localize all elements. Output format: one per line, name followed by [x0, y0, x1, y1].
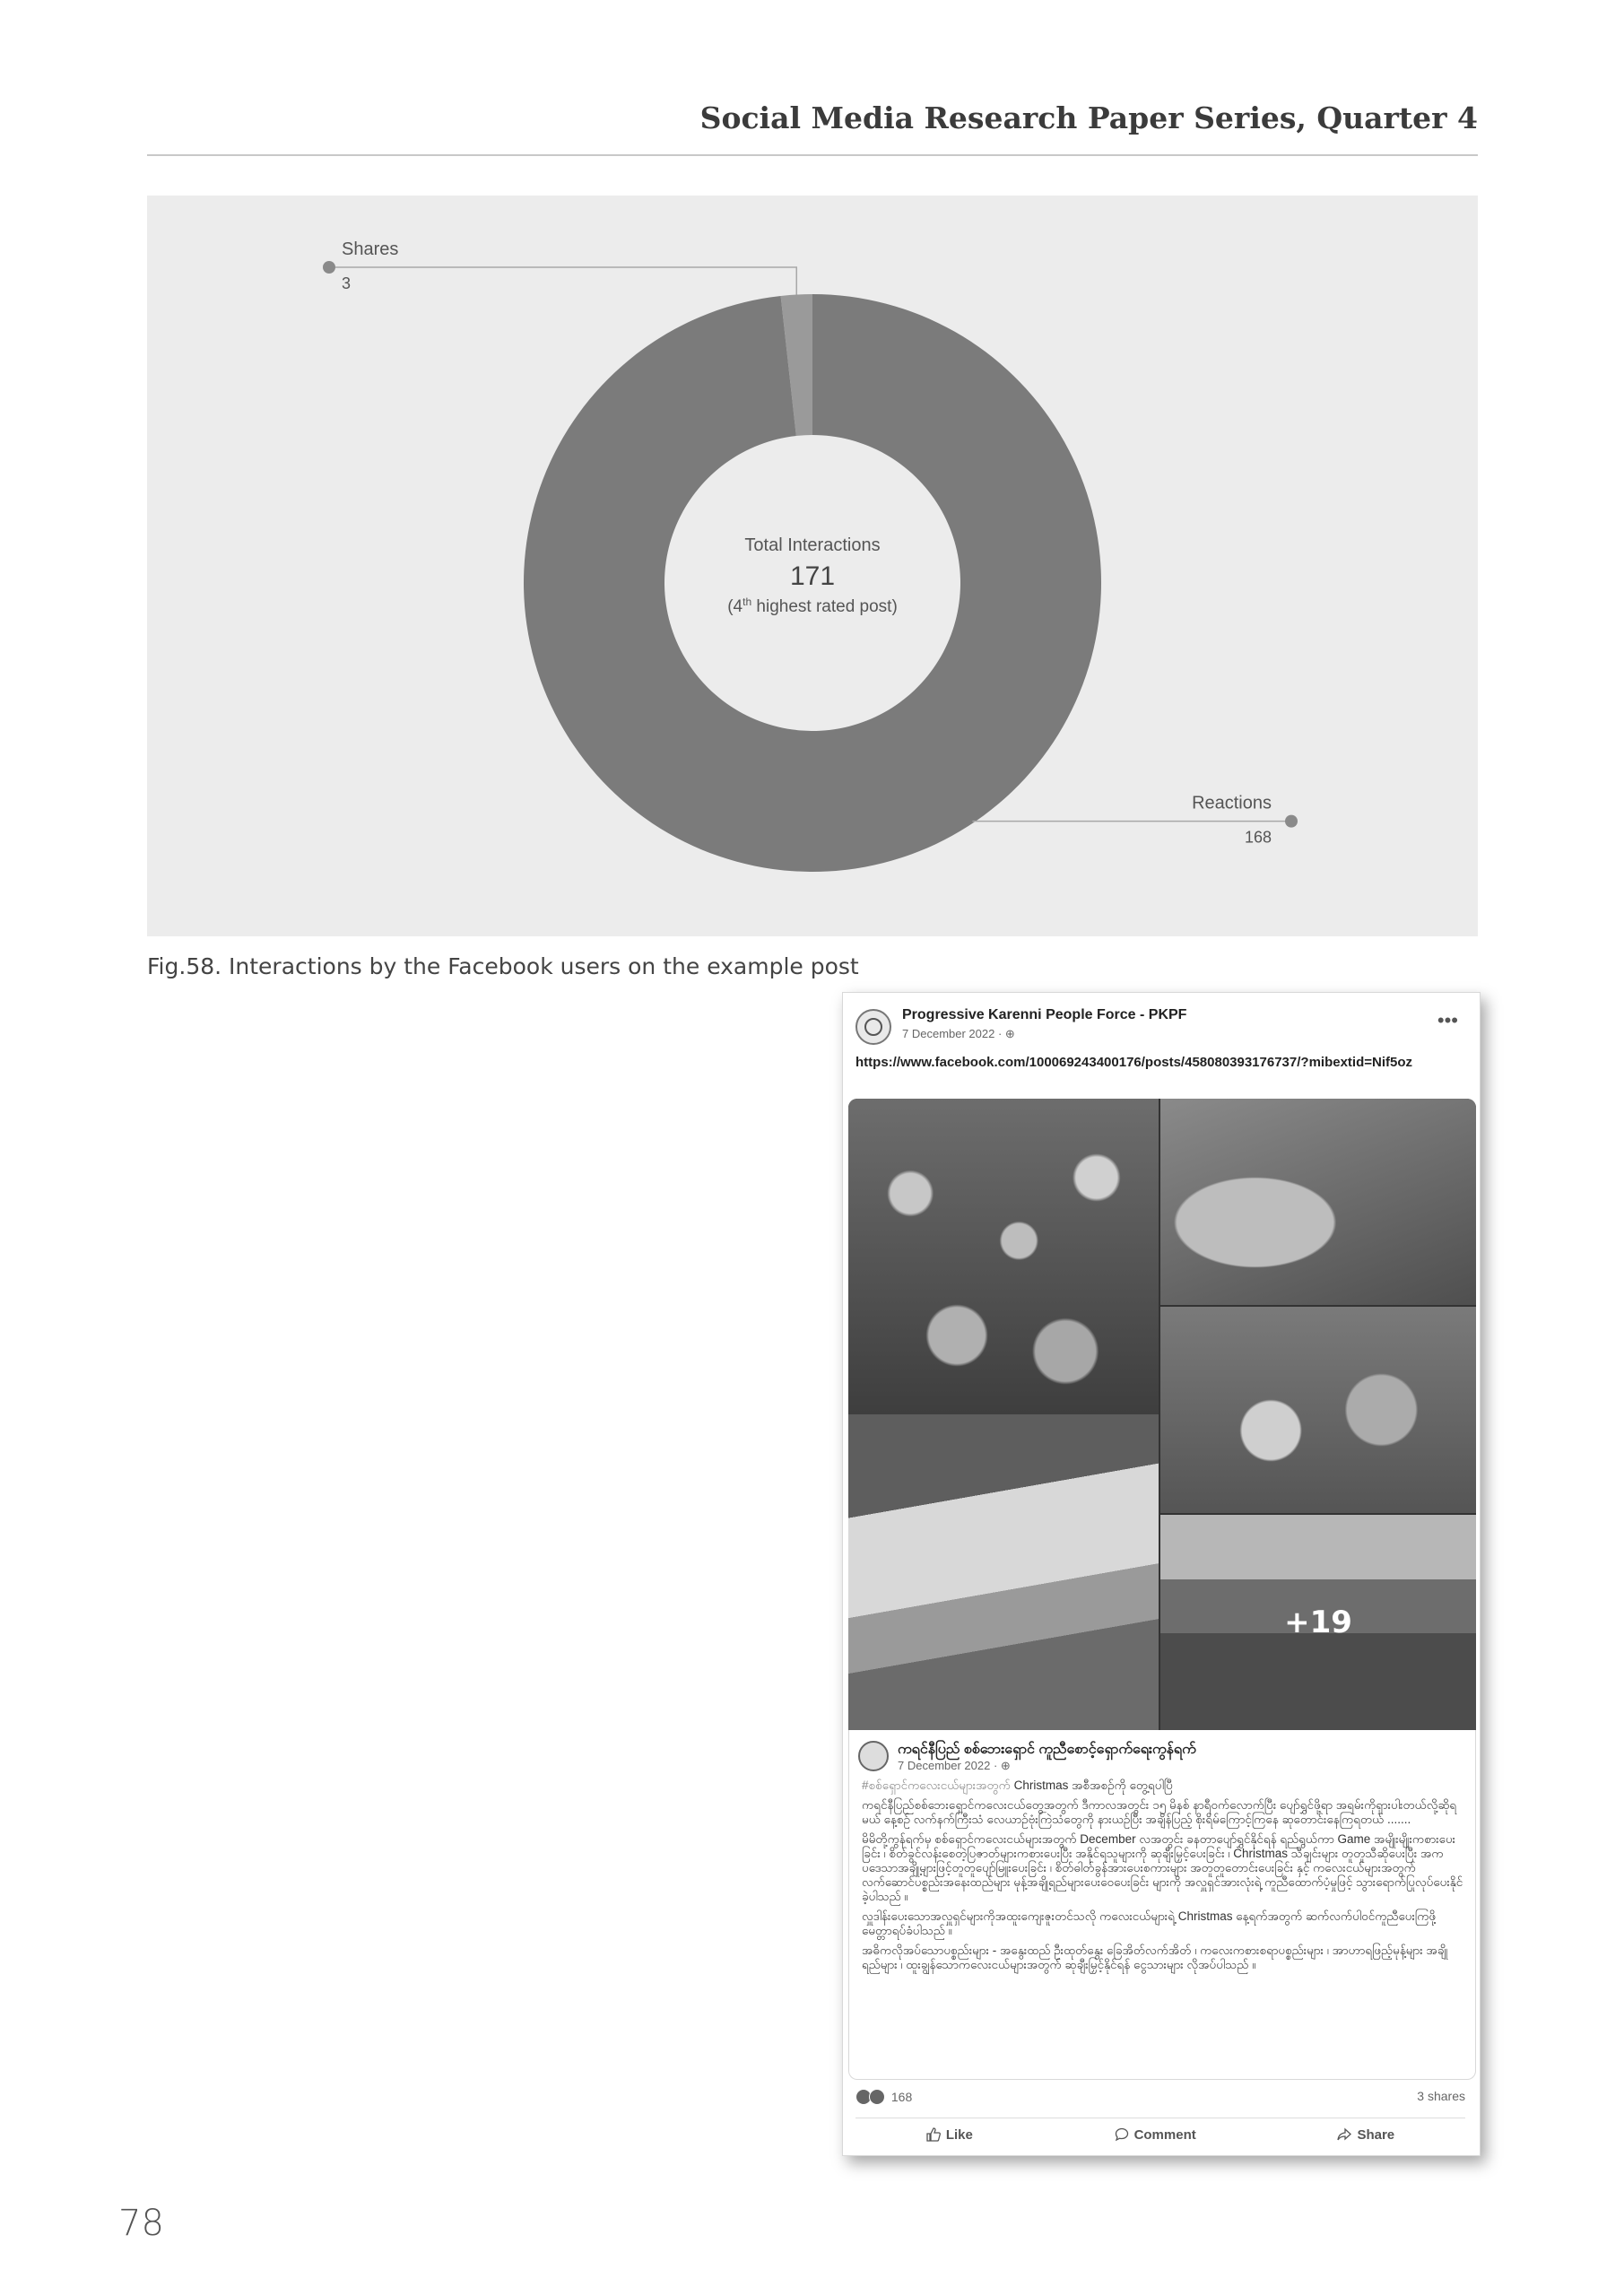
shared-post-body [862, 1779, 1464, 1978]
shared-date-text: 7 December 2022 · [898, 1759, 1001, 1772]
post-link: https://www.facebook.com/100069243400176/posts/458080393176737/?mibextid=Nif5oz [855, 1055, 1413, 1070]
comment-icon [1115, 2127, 1129, 2142]
callout-label-shares: Shares [342, 239, 399, 259]
page-avatar [855, 1009, 891, 1045]
like-label: Like [945, 2126, 973, 2143]
share-label: Share [1357, 2126, 1395, 2143]
post-date [902, 1027, 1015, 1041]
post-stats [855, 2089, 1465, 2110]
chart-panel [147, 196, 1478, 936]
shared-post [848, 1730, 1476, 2080]
callout-dot-shares [323, 261, 335, 274]
comment-label: Comment [1133, 2126, 1196, 2143]
shared-avatar [858, 1741, 889, 1771]
more-options-icon: ••• [1437, 1009, 1458, 1031]
page-number: 78 [118, 2203, 164, 2244]
shared-body-3: မိမိတို့ကွန်ရက်မှ စစ်ရှောင်ကလေးငယ်များအတွက် December လအတွင်း ခနတာပျော်ရွှင်နိုင်ရန် ရည်ရွယ်ကာ Game အမျိုးမျိုးကစားပေးခြင်း ၊ စိတ်ခွင်လန်းစေတဲ့ပြဇာတ်များကစားပေးပြီး အနိုင်ရသူများကို ဆုချီးမြှင့်ပေးခြင်း ၊ Christmas သီချင်းများ တူတူသီဆိုပေးပြီး အကပဒေသာအချို့များဖြင့်တူတူပျော်မြူးပေးခြင်း ၊ စိတ်ဓါတ်ခွန်အားပေးစကားများ အတူတူတောင်းပေးခြင်း နှင့် ကလေးငယ်များအတွက် လက်ဆောင်ပစ္စည်းအနေးထည်များ မုန့်အချို့ရည်များပေးဝေပေးခြင်း များကို အလှူရှင်အားလုံးရဲ့ ကူညီထောက်ပံ့မှုဖြင့် သွားရောက်ပြုလုပ်ပေးနိုင်ခဲ့ပါသည် ။ [862, 1832, 1463, 1903]
callout-value-shares: 3 [342, 274, 352, 292]
shared-body-4: လှူဒါန်းပေးသောအလှူရှင်များကိုအထူးကျေးဇူးတင်သလို ကလေးငယ်များရဲ့ Christmas နေ့ရက်အတွက် ဆက်လက်ပါဝင်ကူညီပေးကြဖို့ မေတ္တာရပ်ခံပါသည် ။ [862, 1909, 1437, 1937]
hashtag: #စစ်ရှောင်ကလေးငယ်များအတွက် [862, 1779, 1011, 1792]
donut-chart [147, 196, 1478, 936]
share-arrow-icon [1337, 2127, 1351, 2142]
facebook-post-screenshot [842, 992, 1481, 2156]
globe-icon: ⊕ [1004, 1027, 1015, 1040]
header-rule [147, 154, 1478, 156]
thumbs-up-icon [926, 2127, 941, 2142]
post-date-text: 7 December 2022 · [902, 1027, 1005, 1040]
photo-children-crowd [848, 1099, 1159, 1414]
callout-label-reactions: Reactions [1192, 793, 1272, 813]
photo-grid [848, 1099, 1476, 1730]
love-reaction-icon [869, 2089, 885, 2105]
reactions-count: 168 [890, 2090, 913, 2105]
post-actions [855, 2118, 1465, 2151]
globe-icon: ⊕ [1000, 1759, 1011, 1772]
callout-value-reactions: 168 [1244, 828, 1272, 847]
comment-button [1115, 2127, 1196, 2143]
photo-children-playing [1160, 1307, 1476, 1513]
figure-caption: Fig.58. Interactions by the Facebook users on the example post [147, 953, 859, 979]
shares-count: 3 shares [1417, 2089, 1465, 2103]
shared-post-date [898, 1759, 1011, 1773]
photo-camp-game [848, 1414, 1159, 1730]
page-name: Progressive Karenni People Force - PKPF [902, 1007, 1187, 1022]
share-button [1337, 2127, 1394, 2143]
shared-body-2: ကရင်နီပြည်စစ်ဘေးရှောင်ကလေးငယ်တွေအတွက် ဒီကာလအတွင်း ၁၅ မိနစ် နာရီဝက်လောက်ပြီး ပျော်ရွှင်ဖို့ရာ အရမ်းကိုရှားပါးတယ်လို့ဆိုရမယ် နေ့စဉ် လက်နက်ကြီးသံ လေယာဉ်ဗုံးကြဲသံတွေကို နားယဉ်ပြီး အချိန်ပြည့် စိုးရိမ်ကြောင့်ကြနေ ဆုတောင်းနေကြရတယ် ....... [862, 1798, 1457, 1826]
post-header [855, 1005, 1465, 1048]
photo-child-portrait [1160, 1099, 1476, 1305]
shared-body-5: အဓိကလိုအပ်သောပစ္စည်းများ - အနွေးထည် ဦးထုတ်နွေး ခြေအိတ်လက်အိတ် ၊ ကလေးကစားစရာပစ္စည်းများ ၊ အာဟာရဖြည့်မုန့်များ အချိုရည်များ ၊ ထူးချွန်သောကလေးငယ်များအတွက် ဆုချီးမြှင့်နိုင်ရန် ငွေသားများ လိုအပ်ပါသည် ။ [862, 1944, 1448, 1971]
more-photos-count: +19 [1284, 1605, 1352, 1640]
shared-page-name: ကရင်နီပြည် စစ်ဘေးရှောင် ကူညီစောင့်ရှောက်ရေးကွန်ရက် [898, 1742, 1196, 1757]
shared-body-1: Christmas အစီအစဉ်ကို တွေ့ရပါပြီ [1013, 1779, 1173, 1792]
callout-dot-reactions [1285, 815, 1298, 828]
center-value: 171 [789, 561, 836, 591]
leader-line-shares [329, 267, 796, 294]
center-label: Total Interactions [744, 535, 881, 555]
shared-body-intro [862, 1779, 1464, 1793]
running-header: Social Media Research Paper Series, Quarter 4 [699, 100, 1478, 135]
reaction-icons [855, 2089, 882, 2108]
photo-group-gathering [1160, 1515, 1476, 1730]
center-note: (4th highest rated post) [727, 596, 898, 616]
like-button [926, 2127, 973, 2143]
